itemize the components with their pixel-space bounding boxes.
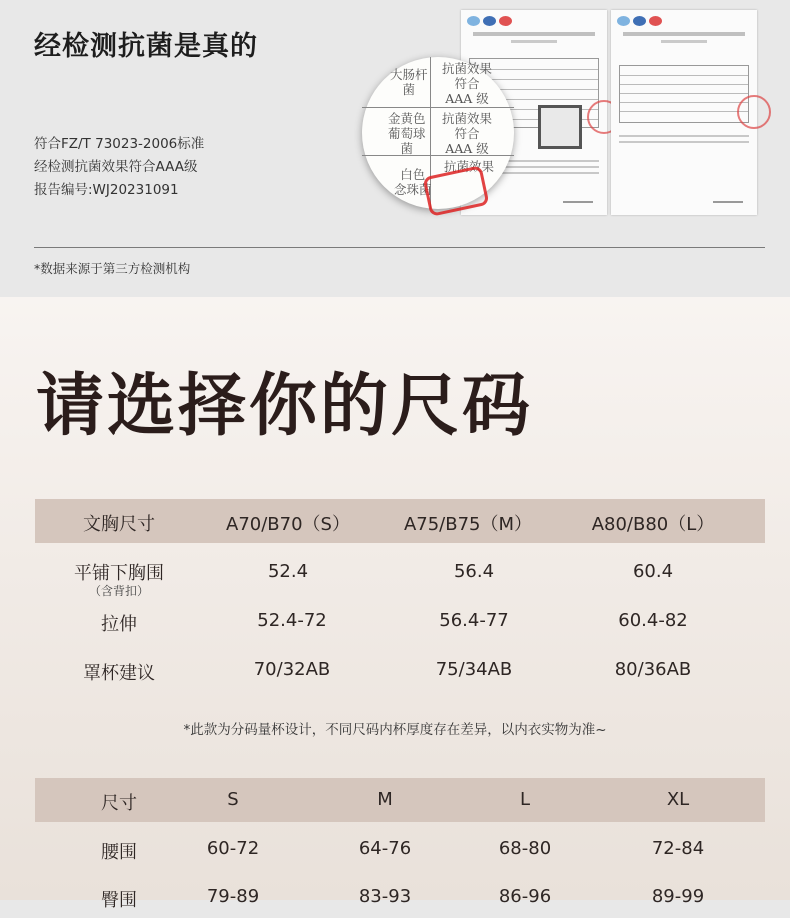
sample-photo	[538, 105, 582, 149]
row-label: 腰围	[101, 842, 137, 863]
result-1: 抗菌效果 符合 AAA 级	[442, 61, 493, 106]
certification-title: 经检测抗菌是真的	[34, 31, 258, 62]
header-cell: 文胸尺寸	[83, 514, 155, 535]
bacteria-2: 金黄色 葡萄球 菌	[388, 111, 426, 156]
table-cell: 56.4-77	[439, 610, 509, 631]
certification-details	[34, 133, 204, 202]
certification-logos	[617, 16, 662, 26]
table-cell: 75/34AB	[435, 659, 513, 680]
table-cell: 70/32AB	[253, 659, 331, 680]
table-cell: 60-72	[206, 838, 260, 859]
row-label: 罩杯建议	[83, 663, 155, 684]
report-number-line: 报告编号:WJ20231091	[34, 182, 179, 198]
header-cell: L	[519, 789, 531, 810]
size-title: 请选择你的尺码	[36, 367, 534, 446]
section-divider	[34, 247, 765, 248]
table-cell: 52.4-72	[257, 610, 327, 631]
row-label: 平铺下胸围	[74, 563, 164, 584]
table-cell: 68-80	[498, 838, 552, 859]
size-section	[0, 297, 790, 911]
table-cell: 64-76	[358, 838, 412, 859]
standard-line: 符合FZ/T 73023-2006标准	[34, 136, 205, 152]
certification-logos	[467, 16, 512, 26]
table-cell: 86-96	[498, 886, 552, 907]
header-cell: 尺寸	[101, 793, 137, 814]
cup-thickness-note: *此款为分码量杯设计，不同尺码内杯厚度存在差异，以内衣实物为准~	[183, 722, 607, 738]
table-cell: 80/36AB	[614, 659, 692, 680]
header-cell: XL	[666, 789, 690, 810]
result-3: 抗菌效果	[444, 159, 495, 174]
row-label: 臀围	[101, 890, 137, 911]
table-cell: 60.4-82	[618, 610, 688, 631]
bacteria-1: 大肠杆 菌	[390, 67, 428, 97]
header-cell: A75/B75（M）	[403, 514, 533, 535]
red-stamp	[737, 95, 771, 129]
grade-line: 经检测抗菌效果符合AAA级	[34, 159, 198, 175]
table-cell: 79-89	[206, 886, 260, 907]
brief-size-table	[35, 778, 765, 918]
table-cell: 83-93	[358, 886, 412, 907]
test-report-page-2	[611, 10, 757, 215]
header-cell: A70/B70（S）	[226, 514, 350, 535]
data-source-note: *数据来源于第三方检测机构	[34, 261, 191, 276]
certification-section	[0, 0, 790, 297]
row-label: 拉伸	[101, 614, 137, 635]
bacteria-3: 白色 念珠菌	[394, 167, 432, 197]
header-cell: S	[227, 789, 239, 810]
table-cell: 56.4	[453, 561, 495, 582]
header-cell: M	[377, 789, 393, 810]
row-sublabel: （含背扣）	[88, 584, 149, 598]
table-cell: 52.4	[267, 561, 309, 582]
result-2: 抗菌效果 符合 AAA 级	[442, 111, 493, 156]
table-cell: 60.4	[632, 561, 674, 582]
bra-size-table	[35, 499, 765, 699]
table-cell: 89-99	[651, 886, 705, 907]
magnifier-zoom	[362, 57, 514, 209]
header-cell: A80/B80（L）	[591, 514, 715, 535]
table-cell: 72-84	[651, 838, 705, 859]
